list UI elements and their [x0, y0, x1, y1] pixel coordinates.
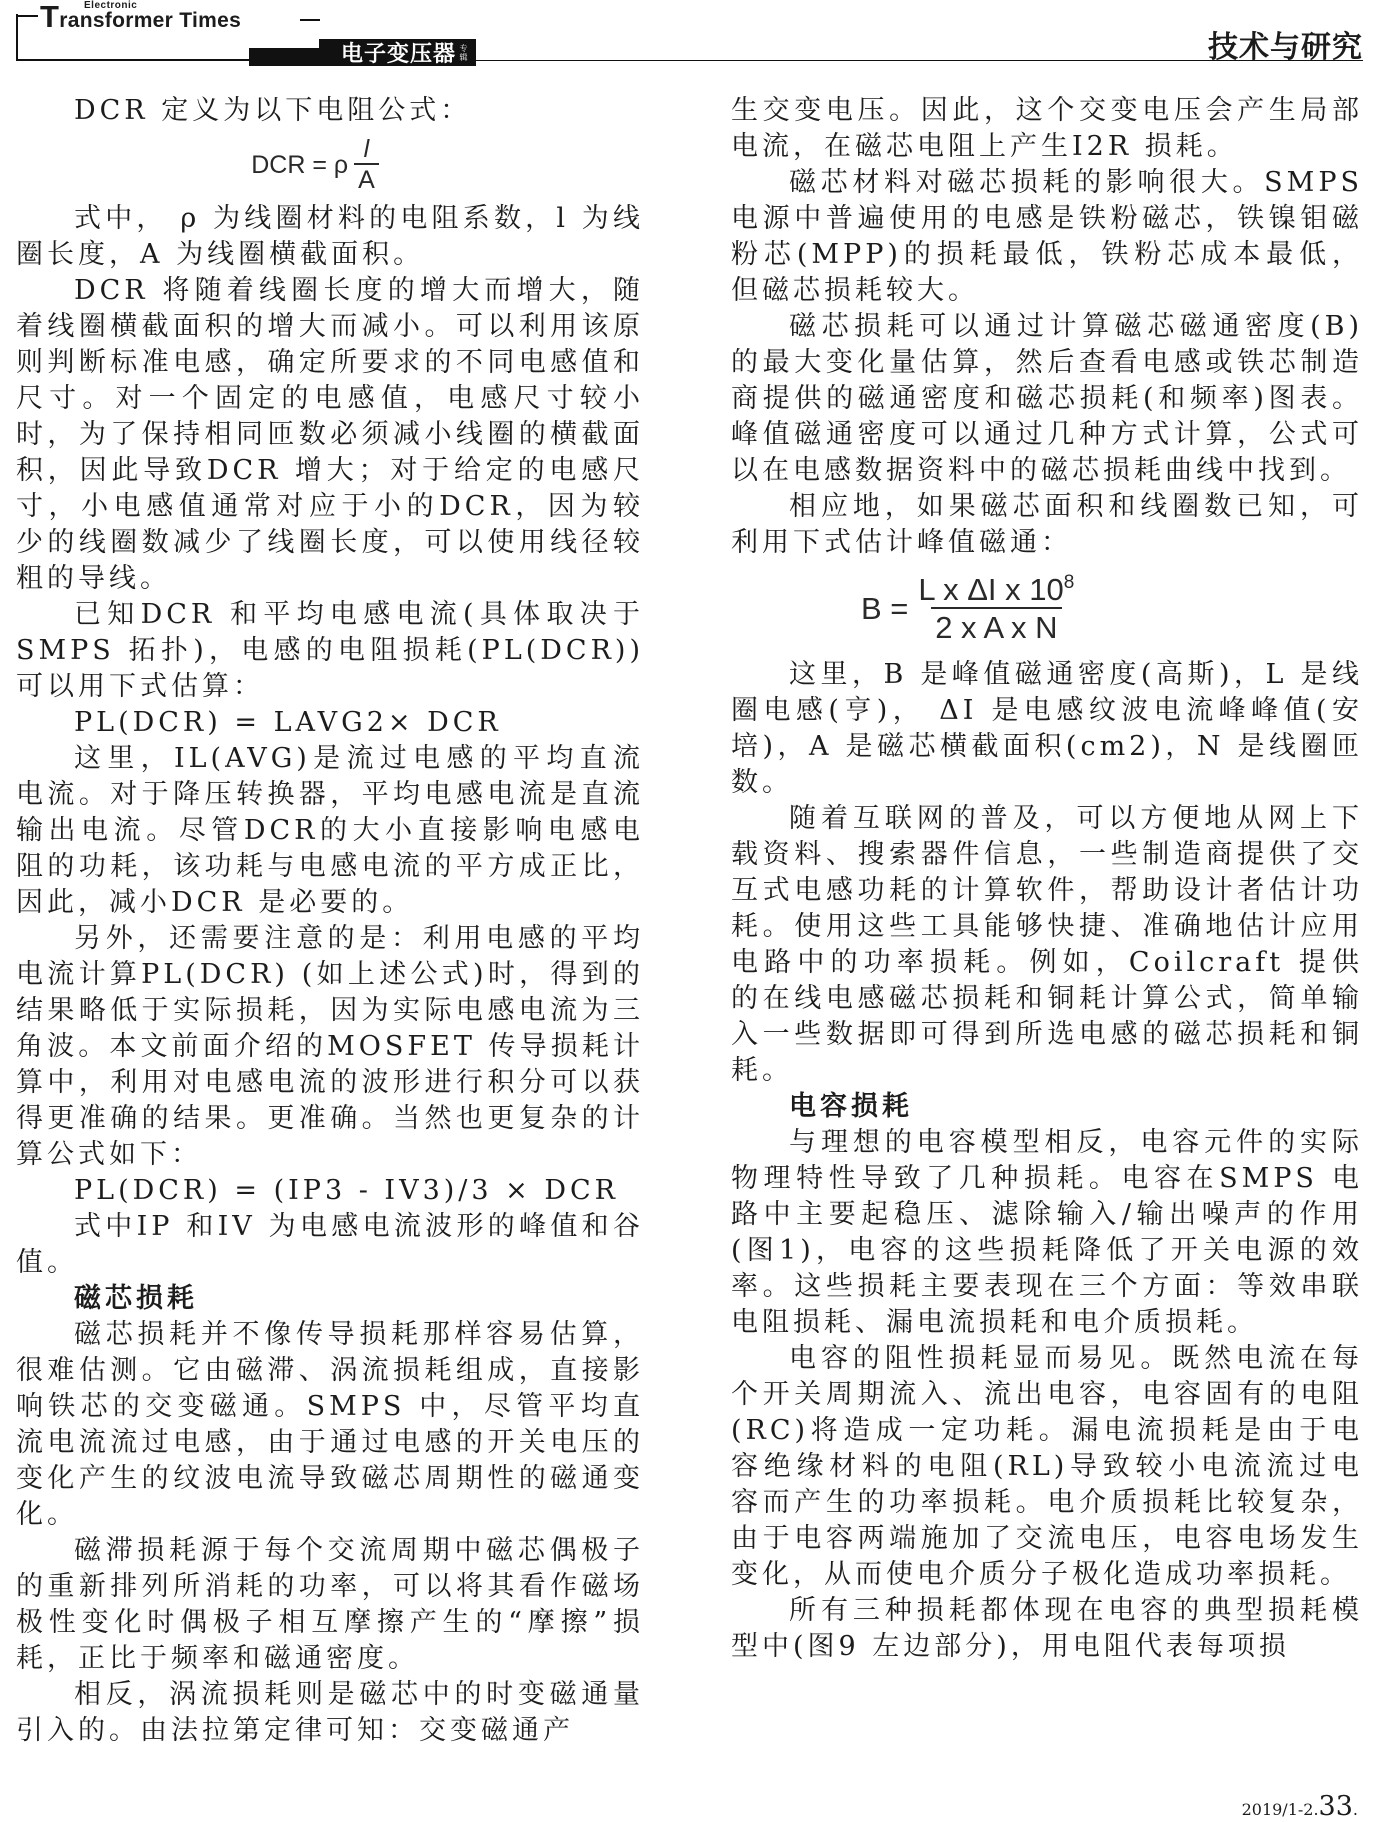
flux-density-formula — [731, 561, 1363, 657]
formula-lhs: DCR = ρ — [251, 151, 349, 179]
formula-exponent: 8 — [1063, 571, 1075, 593]
header-left-rule — [16, 14, 18, 61]
formula-numerator-base: L x ΔI x 10 — [918, 571, 1064, 607]
equation-line: PL(DCR) = LAVG2× DCR — [74, 707, 502, 738]
formula-fraction — [914, 573, 1078, 645]
page-footer — [1242, 1791, 1358, 1822]
brand-dash-rule — [300, 19, 320, 21]
paragraph: 这里，IL(AVG)是流过电感的平均直流电流。对于降压转换器，平均电感电流是直流输出电流。尽管DCR的大小直接影响电感电阻的功耗，该功耗与电感电流的平方成正比，因此，减小DCR 是必要的。 — [16, 743, 644, 918]
formula-numerator: l — [363, 134, 370, 163]
header-bottom-rule-left — [16, 59, 252, 61]
left-column — [16, 93, 644, 1749]
section-heading-capacitor-loss: 电容损耗 — [789, 1091, 913, 1122]
paragraph: 磁芯材料对磁芯损耗的影响很大。SMPS 电源中普遍使用的电感是铁粉磁芯，铁镍钼磁粉芯(MPP)的损耗最低，铁粉芯成本最低，但磁芯损耗较大。 — [731, 167, 1363, 306]
section-title: 技术与研究 — [1208, 31, 1363, 64]
paragraph: 另外，还需要注意的是：利用电感的平均电流计算PL(DCR) (如上述公式)时，得到的结果略低于实际损耗，因为实际电感电流为三角波。本文前面介绍的MOSFET 传导损耗计算中，利用对电感电流的波形进行积分可以获得更准确的结果。更准确。当然也更复杂的计算公式如下： — [16, 923, 644, 1170]
section-heading-core-loss: 磁芯损耗 — [74, 1283, 198, 1314]
bar-notch — [249, 39, 319, 48]
journal-name: 电子变压器 — [340, 41, 456, 66]
paragraph: 这里，B 是峰值磁通密度(高斯)，L 是线圈电感(亨)， ΔI 是电感纹波电流峰峰值(安培)，A 是磁芯横截面积(cm2)，N 是线圈匝数。 — [731, 659, 1363, 798]
page-number-dot: . — [1352, 1800, 1358, 1819]
paragraph-continuation: 生交变电压。因此，这个交变电压会产生局部电流，在磁芯电阻上产生I2R 损耗。 — [731, 95, 1363, 162]
formula-numerator — [914, 573, 1078, 607]
paragraph: 随着互联网的普及，可以方便地从网上下载资料、搜索器件信息，一些制造商提供了交互式电感功耗的计算软件，帮助设计者估计功耗。使用这些工具能够快捷、准确地估计应用电路中的功率损耗。例如，Coilcraft 提供的在线电感磁芯损耗和铜耗计算公式，简单输入一些数据即可得到所选电感的磁芯损耗和铜耗。 — [731, 803, 1363, 1086]
right-column — [731, 93, 1363, 1665]
paragraph: 电容的阻性损耗显而易见。既然电流在每个开关周期流入、流出电容，电容固有的电阻(RC)将造成一定功耗。漏电流损耗是由于电容绝缘材料的电阻(RL)导致较小电流流过电容而产生的功率损耗。电介质损耗比较复杂，由于电容两端施加了交流电压，电容电场发生变化，从而使电介质分子极化造成功率损耗。 — [731, 1343, 1363, 1590]
paragraph: 所有三种损耗都体现在电容的典型损耗模型中(图9 左边部分)，用电阻代表每项损 — [731, 1595, 1363, 1662]
dcr-formula — [16, 129, 644, 201]
issue-date: 2019/1-2. — [1241, 1800, 1319, 1819]
formula-fraction — [354, 136, 379, 195]
paragraph: DCR 将随着线圈长度的增大而增大，随着线圈横截面积的增大而减小。可以利用该原则判断标准电感，确定所要求的不同电感值和尺寸。对一个固定的电感值，电感尺寸较小时，为了保持相同匝数必须减小线圈的横截面积，因此导致DCR 增大；对于给定的电感尺寸，小电感值通常对应于小的DCR，因为较少的线圈数减少了线圈长度，可以使用线径较粗的导线。 — [16, 275, 644, 594]
paragraph: 式中IP 和IV 为电感电流波形的峰值和谷值。 — [16, 1211, 644, 1278]
formula-denominator: 2 x A x N — [931, 607, 1061, 645]
formula-denominator: A — [354, 163, 379, 195]
paragraph: 磁芯损耗并不像传导损耗那样容易估算，很难估测。它由磁滞、涡流损耗组成，直接影响铁芯的交变磁通。SMPS 中，尽管平均直流电流流过电感，由于通过电感的开关电压的变化产生的纹波电流导致磁芯周期性的磁通变化。 — [16, 1319, 644, 1530]
journal-name-bar — [249, 39, 476, 66]
brand-title: Transformer Times — [40, 0, 242, 34]
paragraph: 磁滞损耗源于每个交流周期中磁芯偶极子的重新排列所消耗的功率，可以将其看作磁场极性变化时偶极子相互摩擦产生的“摩擦”损耗，正比于频率和磁通密度。 — [16, 1535, 644, 1674]
paragraph: 相反，涡流损耗则是磁芯中的时变磁通量引入的。由法拉第定律可知：交变磁通产 — [16, 1679, 644, 1746]
journal-tag: 专辑 — [459, 43, 468, 62]
page-number: 33 — [1318, 1791, 1353, 1822]
paragraph: 已知DCR 和平均电感电流(具体取决于SMPS 拓扑)，电感的电阻损耗(PL(DCR))可以用下式估算： — [16, 599, 644, 702]
paragraph: 式中， ρ 为线圈材料的电阻系数，l 为线圈长度，A 为线圈横截面积。 — [16, 203, 644, 270]
paragraph: 磁芯损耗可以通过计算磁芯磁通密度(B)的最大变化量估算，然后查看电感或铁芯制造商提供的磁通密度和磁芯损耗(和频率)图表。峰值磁通密度可以通过几种方式计算，公式可以在电感数据资料中的磁芯损耗曲线中找到。 — [731, 311, 1363, 486]
header-top-rule — [16, 15, 38, 17]
equation-line: PL(DCR) = (IP3 - IV3)/3 × DCR — [74, 1175, 619, 1206]
paragraph: DCR 定义为以下电阻公式： — [74, 95, 472, 126]
paragraph: 相应地，如果磁芯面积和线圈数已知，可利用下式估计峰值磁通： — [731, 491, 1363, 558]
paragraph: 与理想的电容模型相反，电容元件的实际物理特性导致了几种损耗。电容在SMPS 电路中主要起稳压、滤除输入/输出噪声的作用(图1)，电容的这些损耗降低了开关电源的效率。这些损耗主要表现在三个方面：等效串联电阻损耗、漏电流损耗和电介质损耗。 — [731, 1127, 1363, 1338]
formula-lhs: B = — [861, 591, 909, 626]
brand-subtitle: Electronic — [84, 0, 138, 11]
